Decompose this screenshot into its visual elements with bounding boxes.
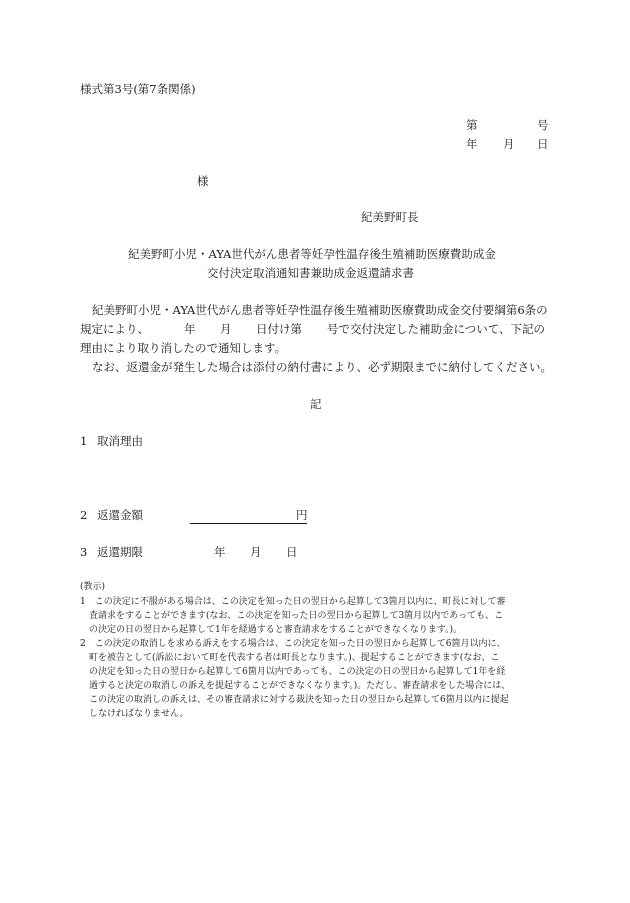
notice-header: (教示) bbox=[80, 582, 106, 592]
issuer: 紀美野町長 bbox=[361, 210, 419, 224]
notice1-line2: 査請求をすることができます(なお、この決定を知った日の翌日から起算して3箇月以内であっても、こ bbox=[89, 611, 504, 621]
doc-number-suffix: 号 bbox=[537, 118, 549, 132]
date-year: 年 bbox=[466, 137, 478, 151]
notice2-line6: しなければなりません。 bbox=[89, 709, 189, 719]
deadline-day: 日 bbox=[286, 545, 298, 559]
body-paragraph2: なお、返還金が発生した場合は添付の納付書により、必ず期限までに納付してください。 bbox=[92, 360, 552, 374]
ki-heading: 記 bbox=[310, 397, 322, 411]
notice2-line3: の決定を知った日の翌日から起算して6箇月以内であっても、この決定の日の翌日から起算して1年を経 bbox=[89, 667, 506, 677]
body-line1: 紀美野町小児・AYA世代がん患者等妊孕性温存後生殖補助医療費助成金交付要綱第6条の bbox=[92, 303, 548, 317]
item3-number: 3 bbox=[80, 545, 88, 559]
body-line2-dayref: 日付け第 bbox=[256, 322, 302, 336]
amount-underline bbox=[190, 523, 307, 524]
title-line2: 交付決定取消通知書兼助成金返還請求書 bbox=[207, 266, 414, 280]
deadline-year: 年 bbox=[214, 545, 226, 559]
date-day: 日 bbox=[537, 137, 549, 151]
body-line2-start: 規定により、 bbox=[80, 322, 149, 336]
date-month: 月 bbox=[503, 137, 515, 151]
item2-number: 2 bbox=[80, 508, 88, 522]
body-line3: 理由により取り消したので通知します。 bbox=[80, 341, 287, 355]
notice2-line2: 町を被告として(訴訟において町を代表する者は町長となります。)、提起することができます(なお、こ bbox=[89, 653, 500, 663]
item1-number: 1 bbox=[80, 434, 88, 448]
deadline-month: 月 bbox=[250, 545, 262, 559]
body-line2-end: 号で交付決定した補助金について、下記の bbox=[327, 322, 546, 336]
item1-label: 取消理由 bbox=[97, 434, 143, 448]
notice2-line1: 2 この決定の取消しを求める訴えをする場合は、この決定を知った日の翌日から起算して6箇月以内に、 bbox=[80, 639, 506, 649]
body-line2-month: 月 bbox=[220, 322, 232, 336]
notice2-line4: 過すると決定の取消しの訴えを提起することができなくなります。)。ただし、審査請求をした場合には、 bbox=[89, 681, 511, 691]
notice1-line3: の決定の日の翌日から起算して1年を経過すると審査請求をすることができなくなります。)。 bbox=[89, 625, 463, 635]
item3-label: 返還期限 bbox=[97, 545, 143, 559]
body-line2-year: 年 bbox=[184, 322, 196, 336]
title-line1: 紀美野町小児・AYA世代がん患者等妊孕性温存後生殖補助医療費助成金 bbox=[128, 247, 496, 261]
notice2-line5: この決定の取消しの訴えは、その審査請求に対する裁決を知った日の翌日から起算して6箇月以内に提起 bbox=[89, 695, 509, 705]
form-number: 様式第3号(第7条関係) bbox=[80, 82, 196, 96]
doc-number-prefix: 第 bbox=[466, 118, 478, 132]
amount-unit: 円 bbox=[296, 508, 308, 522]
addressee-suffix: 様 bbox=[197, 174, 209, 188]
notice1-line1: 1 この決定に不服がある場合は、この決定を知った日の翌日から起算して3箇月以内に、町長に対して審 bbox=[80, 597, 506, 607]
item2-label: 返還金額 bbox=[97, 508, 143, 522]
